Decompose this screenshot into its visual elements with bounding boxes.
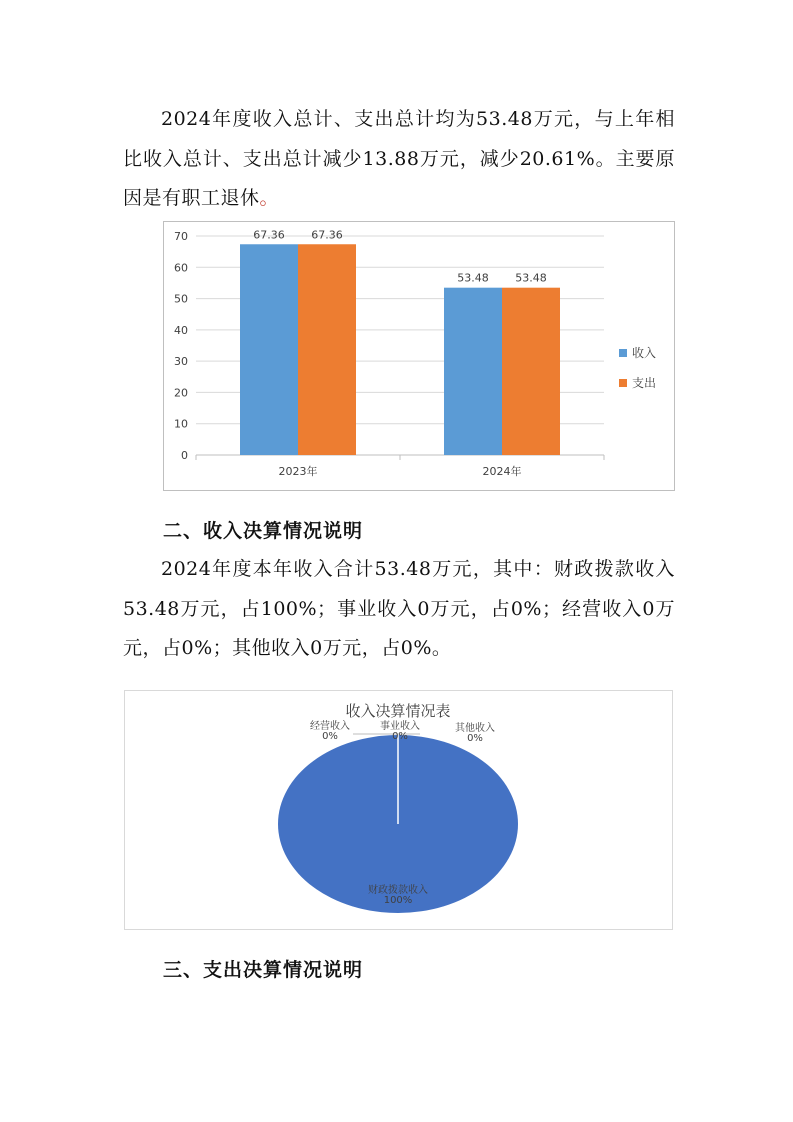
slice-label: 其他收入: [455, 723, 495, 734]
legend-swatch: [619, 349, 627, 357]
paragraph-text: 2024年度收入总计、支出总计均为53.48万元，与上年相比收入总计、支出总计减少13.88万元，减少20.61%。主要原因是有职工退休: [123, 108, 675, 209]
bar-收入: [240, 244, 298, 455]
section-heading-expense: 三、支出决算情况说明: [163, 959, 364, 981]
slice-percent: 0%: [467, 733, 483, 744]
slice-label: 事业收入: [380, 721, 420, 732]
y-tick-label: 70: [174, 230, 188, 243]
slice-percent: 0%: [322, 731, 338, 742]
paragraph-text: 2024年度本年收入合计53.48万元，其中：财政拨款收入53.48万元，占100%；事业收入0万元，占0%；经营收入0万元，占0%；其他收入0万元，占0%。: [123, 558, 675, 659]
paragraph-end-mark: 。: [259, 187, 280, 209]
bar-支出: [298, 244, 356, 455]
legend-label: 支出: [632, 376, 657, 390]
slice-label: 经营收入: [310, 721, 350, 732]
y-tick-label: 40: [174, 323, 188, 337]
section-heading-income: 二、收入决算情况说明: [163, 520, 364, 542]
legend-label: 收入: [632, 346, 657, 360]
y-tick-label: 50: [174, 292, 188, 306]
bar-收入: [444, 288, 502, 455]
y-tick-label: 0: [181, 449, 188, 462]
y-tick-label: 20: [174, 386, 188, 400]
bar-支出: [502, 288, 560, 455]
y-tick-label: 10: [174, 417, 188, 431]
paragraph-income-expense-summary: [123, 100, 675, 219]
pie-chart-svg: [125, 691, 672, 929]
bar-chart-svg: [164, 222, 674, 490]
x-tick-label: 2023年: [278, 465, 318, 478]
data-label: 53.48: [515, 271, 547, 285]
bar-chart: [163, 221, 675, 491]
legend-swatch: [619, 379, 627, 387]
data-label: 67.36: [311, 228, 343, 242]
data-label: 67.36: [253, 228, 285, 242]
pie-chart: [124, 690, 673, 930]
slice-label: 财政拨款收入: [368, 885, 428, 896]
y-tick-label: 30: [174, 355, 188, 369]
paragraph-income-detail: [123, 550, 675, 669]
chart-title: 收入决算情况表: [345, 702, 451, 720]
y-tick-label: 60: [174, 261, 188, 275]
slice-percent: 100%: [383, 895, 413, 906]
x-tick-label: 2024年: [482, 465, 522, 478]
slice-percent: 0%: [392, 731, 408, 742]
data-label: 53.48: [457, 271, 489, 285]
